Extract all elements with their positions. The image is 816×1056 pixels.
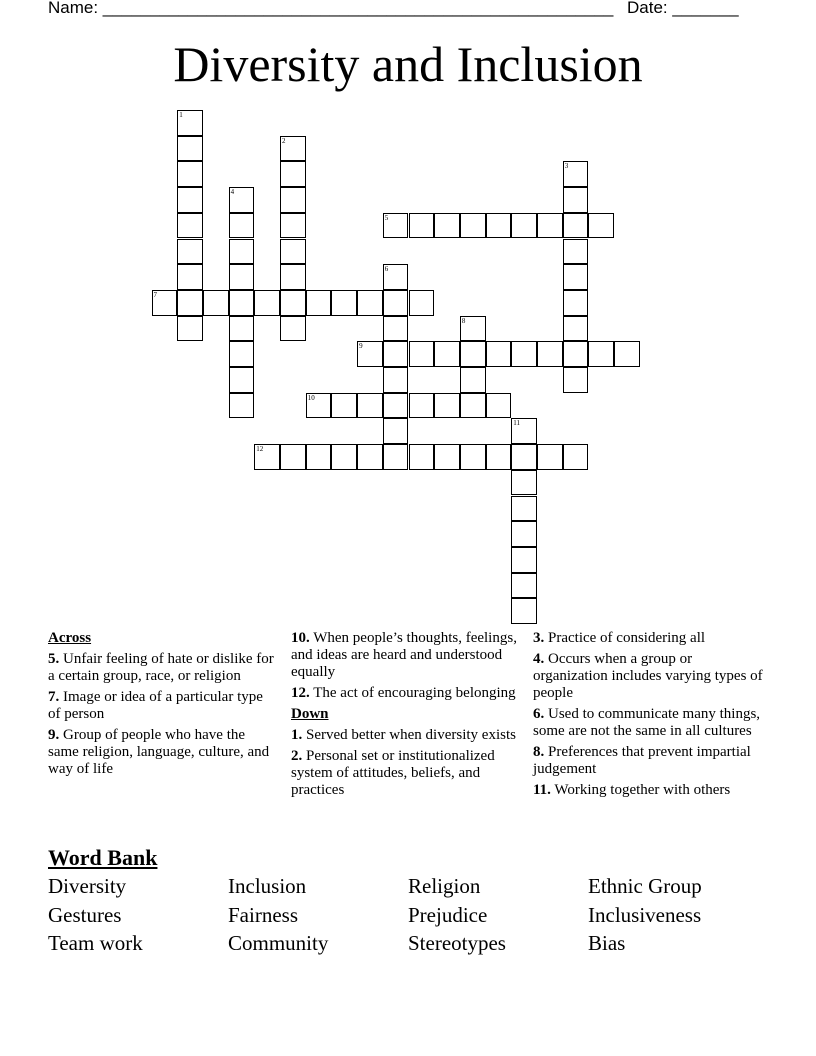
clue-item-number: 10.	[291, 630, 310, 646]
name-field-label: Name: ______________________________________________________	[48, 0, 614, 17]
crossword-cell[interactable]	[177, 136, 203, 162]
crossword-cell[interactable]	[280, 316, 306, 342]
crossword-cell[interactable]	[383, 418, 409, 444]
crossword-cell[interactable]	[177, 316, 203, 342]
clue-number: 11	[513, 419, 521, 428]
crossword-cell[interactable]	[434, 341, 460, 367]
crossword-cell[interactable]	[563, 367, 589, 393]
crossword-cell[interactable]	[563, 264, 589, 290]
clues-column-2	[291, 630, 521, 803]
crossword-cell[interactable]	[357, 444, 383, 470]
clue-item-number: 1.	[291, 727, 303, 743]
crossword-cell[interactable]	[203, 290, 229, 316]
crossword-cell[interactable]	[177, 161, 203, 187]
crossword-cell[interactable]	[177, 290, 203, 316]
clue-item: 11. Working together with others	[533, 782, 731, 798]
crossword-cell[interactable]	[588, 341, 614, 367]
clue-item: 3. Practice of considering all	[533, 630, 706, 646]
clue-item: 1. Served better when diversity exists	[291, 727, 516, 743]
crossword-cell[interactable]	[409, 213, 435, 239]
crossword-cell[interactable]	[460, 316, 486, 342]
crossword-cell[interactable]	[383, 341, 409, 367]
clue-item-number: 5.	[48, 651, 60, 667]
clue-section-heading: Across	[48, 630, 92, 646]
crossword-cell[interactable]	[563, 290, 589, 316]
word-bank-item: Religion	[408, 874, 481, 898]
word-bank-item: Fairness	[228, 903, 298, 927]
crossword-cell[interactable]	[357, 341, 383, 367]
crossword-cell[interactable]	[280, 187, 306, 213]
clue-number: 1	[179, 111, 183, 119]
clue-number: 10	[307, 393, 315, 402]
clue-number: 6	[384, 265, 389, 274]
crossword-cell[interactable]	[229, 341, 255, 367]
clue-item: 5. Unfair feeling of hate or dislike for a certain group, race, or religion	[48, 651, 274, 684]
clue-item: 10. When people’s thoughts, feelings, and ideas are heard and understood equally	[291, 630, 517, 680]
crossword-cell[interactable]	[460, 341, 486, 367]
crossword-cell[interactable]	[177, 110, 203, 136]
crossword-cell[interactable]	[357, 290, 383, 316]
clue-item-number: 3.	[533, 630, 545, 646]
date-field-label: Date: _______	[627, 0, 739, 17]
crossword-cell[interactable]	[383, 367, 409, 393]
crossword-cell[interactable]	[254, 290, 280, 316]
word-bank-item: Inclusion	[228, 874, 307, 898]
crossword-cell[interactable]	[306, 444, 332, 470]
crossword-cell[interactable]	[511, 573, 537, 599]
crossword-cell[interactable]	[486, 213, 512, 239]
crossword-cell[interactable]	[229, 264, 255, 290]
crossword-cell[interactable]	[486, 444, 512, 470]
crossword-cell[interactable]	[460, 444, 486, 470]
clue-item-number: 9.	[48, 727, 60, 743]
clue-number: 4	[230, 188, 235, 197]
crossword-cell[interactable]	[177, 187, 203, 213]
crossword-cell[interactable]	[486, 341, 512, 367]
word-bank-title: Word Bank	[48, 845, 158, 870]
crossword-cell[interactable]	[331, 393, 357, 419]
crossword-cell[interactable]	[563, 161, 589, 187]
crossword-cell[interactable]	[280, 239, 306, 265]
crossword-cell[interactable]	[563, 187, 589, 213]
crossword-cell[interactable]	[563, 316, 589, 342]
clue-number: 7	[153, 290, 157, 299]
clue-number: 9	[359, 342, 363, 351]
clue-item: 8. Preferences that prevent impartial judgement	[533, 744, 751, 777]
clues-column-3	[533, 630, 763, 803]
crossword-cell[interactable]	[383, 444, 409, 470]
clue-item: 9. Group of people who have the same religion, language, culture, and way of life	[48, 727, 270, 777]
crossword-cell[interactable]	[511, 598, 537, 624]
clues-column-1	[48, 630, 278, 782]
crossword-cell[interactable]	[563, 341, 589, 367]
clue-item: 7. Image or idea of a particular type of person	[48, 689, 263, 722]
crossword-cell[interactable]	[306, 290, 332, 316]
crossword-cell[interactable]	[331, 444, 357, 470]
crossword-cell[interactable]	[511, 496, 537, 522]
crossword-cell[interactable]	[409, 290, 435, 316]
crossword-cell[interactable]	[152, 290, 178, 316]
crossword-cell[interactable]	[280, 161, 306, 187]
crossword-cell[interactable]	[229, 316, 255, 342]
clue-item: 6. Used to communicate many things, some are not the same in all cultures	[533, 706, 761, 739]
crossword-cell[interactable]	[511, 341, 537, 367]
crossword-cell[interactable]	[280, 290, 306, 316]
crossword-cell[interactable]	[511, 521, 537, 547]
clue-number: 8	[461, 316, 466, 325]
crossword-cell[interactable]	[280, 213, 306, 239]
crossword-cell[interactable]	[460, 213, 486, 239]
crossword-cell[interactable]	[409, 341, 435, 367]
word-bank-item: Ethnic Group	[588, 874, 702, 898]
crossword-cell[interactable]	[434, 393, 460, 419]
crossword-cell[interactable]	[409, 393, 435, 419]
crossword-cell[interactable]	[254, 444, 280, 470]
crossword-cell[interactable]	[486, 393, 512, 419]
crossword-cell[interactable]	[229, 393, 255, 419]
crossword-cell[interactable]	[306, 393, 332, 419]
clue-number: 12	[256, 445, 264, 454]
word-bank-item: Inclusiveness	[588, 903, 702, 927]
crossword-cell[interactable]	[434, 444, 460, 470]
clue-item: 4. Occurs when a group or organization includes varying types of people	[533, 651, 763, 701]
clue-number: 2	[282, 136, 286, 145]
crossword-cell[interactable]	[537, 444, 563, 470]
word-bank-item: Prejudice	[408, 903, 488, 927]
clue-item-number: 8.	[533, 744, 545, 760]
crossword-cell[interactable]	[537, 213, 563, 239]
crossword-cell[interactable]	[331, 290, 357, 316]
crossword-cell[interactable]	[511, 547, 537, 573]
crossword-cell[interactable]	[511, 213, 537, 239]
word-bank-item: Community	[228, 931, 329, 955]
crossword-cell[interactable]	[229, 187, 255, 213]
clue-number: 3	[564, 162, 569, 171]
clue-item-number: 11.	[533, 782, 551, 798]
clue-item-number: 4.	[533, 651, 545, 667]
word-bank-item: Stereotypes	[408, 931, 506, 955]
clue-item: 12. The act of encouraging belonging	[291, 685, 516, 701]
crossword-cell[interactable]	[614, 341, 640, 367]
crossword-cell[interactable]	[280, 136, 306, 162]
crossword-cell[interactable]	[357, 393, 383, 419]
crossword-cell[interactable]	[383, 213, 409, 239]
crossword-cell[interactable]	[177, 213, 203, 239]
clue-section-heading: Down	[291, 706, 329, 722]
crossword-cell[interactable]	[563, 213, 589, 239]
clue-item: 2. Personal set or institutionalized system of attitudes, beliefs, and practices	[291, 748, 495, 798]
crossword-cell[interactable]	[511, 418, 537, 444]
page-title: Diversity and Inclusion	[173, 36, 643, 92]
crossword-cell[interactable]	[229, 239, 255, 265]
crossword-cell[interactable]	[280, 444, 306, 470]
crossword-cell[interactable]	[434, 213, 460, 239]
crossword-cell[interactable]	[460, 393, 486, 419]
word-bank-item: Bias	[588, 931, 626, 955]
clue-item-number: 2.	[291, 748, 303, 764]
crossword-cell[interactable]	[229, 290, 255, 316]
word-bank-item: Team work	[48, 931, 143, 955]
crossword-cell[interactable]	[511, 470, 537, 496]
crossword-cell[interactable]	[563, 239, 589, 265]
clue-item-number: 12.	[291, 685, 310, 701]
clue-item-number: 6.	[533, 706, 545, 722]
crossword-cell[interactable]	[177, 264, 203, 290]
crossword-cell[interactable]	[280, 264, 306, 290]
crossword-cell[interactable]	[511, 444, 537, 470]
crossword-cell[interactable]	[460, 367, 486, 393]
crossword-cell[interactable]	[563, 444, 589, 470]
clue-item-number: 7.	[48, 689, 60, 705]
crossword-cell[interactable]	[383, 290, 409, 316]
crossword-cell[interactable]	[383, 316, 409, 342]
crossword-cell[interactable]	[537, 341, 563, 367]
crossword-cell[interactable]	[229, 213, 255, 239]
word-bank-item: Gestures	[48, 903, 122, 927]
crossword-cell[interactable]	[177, 239, 203, 265]
crossword-cell[interactable]	[383, 393, 409, 419]
clue-number: 5	[384, 213, 389, 222]
crossword-cell[interactable]	[588, 213, 614, 239]
word-bank-item: Diversity	[48, 874, 127, 898]
crossword-cell[interactable]	[229, 367, 255, 393]
crossword-cell[interactable]	[409, 444, 435, 470]
crossword-cell[interactable]	[383, 264, 409, 290]
